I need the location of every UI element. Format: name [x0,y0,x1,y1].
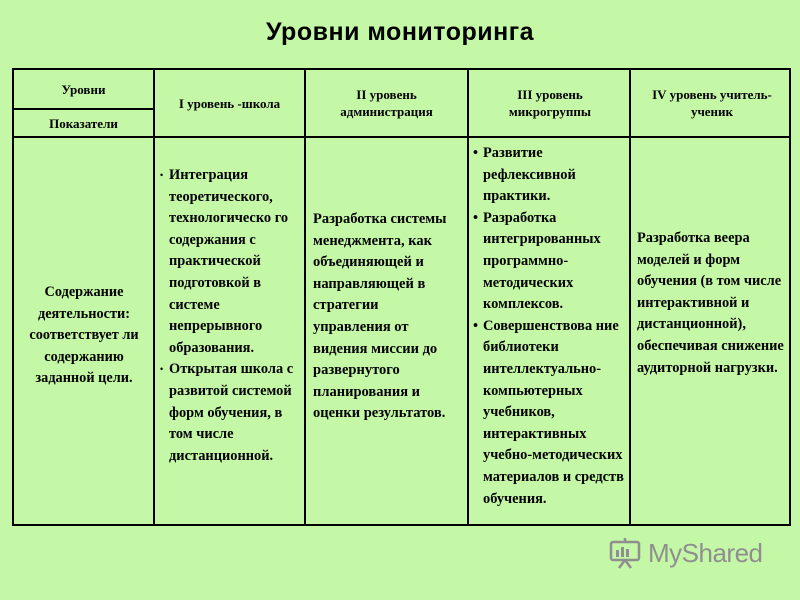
header-levels: Уровни [61,81,106,97]
header-level-4: IV уровень учитель-ученик [652,87,772,119]
level-3-item: • Совершенствова ние библиотеки интеллектуально-компьютерных учебников, интерактивных учебно-методических материалов и средств обучения. [473,316,625,510]
column-divider [467,70,469,524]
presentation-board-icon [608,536,642,570]
myshared-watermark [608,536,763,570]
level-4-content-cell: Разработка веера моделей и форм обучения (в том числе интерактивной и дистанционной), обеспечивая снижение аудиторной нагрузки. [637,230,784,376]
row-divider [14,136,789,138]
column-divider [304,70,306,524]
level-1-item: • Интеграция теоретического, технологическо го содержания с практической подготовкой в системе непрерывного образования. [159,165,301,359]
column-divider [153,70,155,524]
watermark-text: MyShared [648,537,763,568]
level-1-item: • Открытая школа с развитой системой форм обучения, в том числе дистанционной. [159,359,301,467]
level-1-content-cell [159,165,301,467]
header-level-2: II уровень администрация [340,87,433,119]
level-3-content-cell [473,143,625,510]
monitoring-table [12,68,791,526]
header-indicators: Показатели [49,115,118,131]
header-level-3: III уровень микрогруппы [508,87,592,119]
column-divider [629,70,631,524]
level-3-item: • Развитие рефлексивной практики. [473,143,625,208]
level-2-content-cell: Разработка системы менеджмента, как объединяющей и направляющей в стратегии управления от видения миссии до развернутого планирования и оценки результатов. [313,211,447,422]
header-level-1: I уровень -школа [178,95,281,111]
page-title: Уровни мониторинга [265,18,535,46]
indicator-content-cell: Содержание деятельности: соответствует ли содержанию заданной цели. [29,284,139,386]
level-3-item: • Разработка интегрированных программно-методических комплексов. [473,208,625,316]
